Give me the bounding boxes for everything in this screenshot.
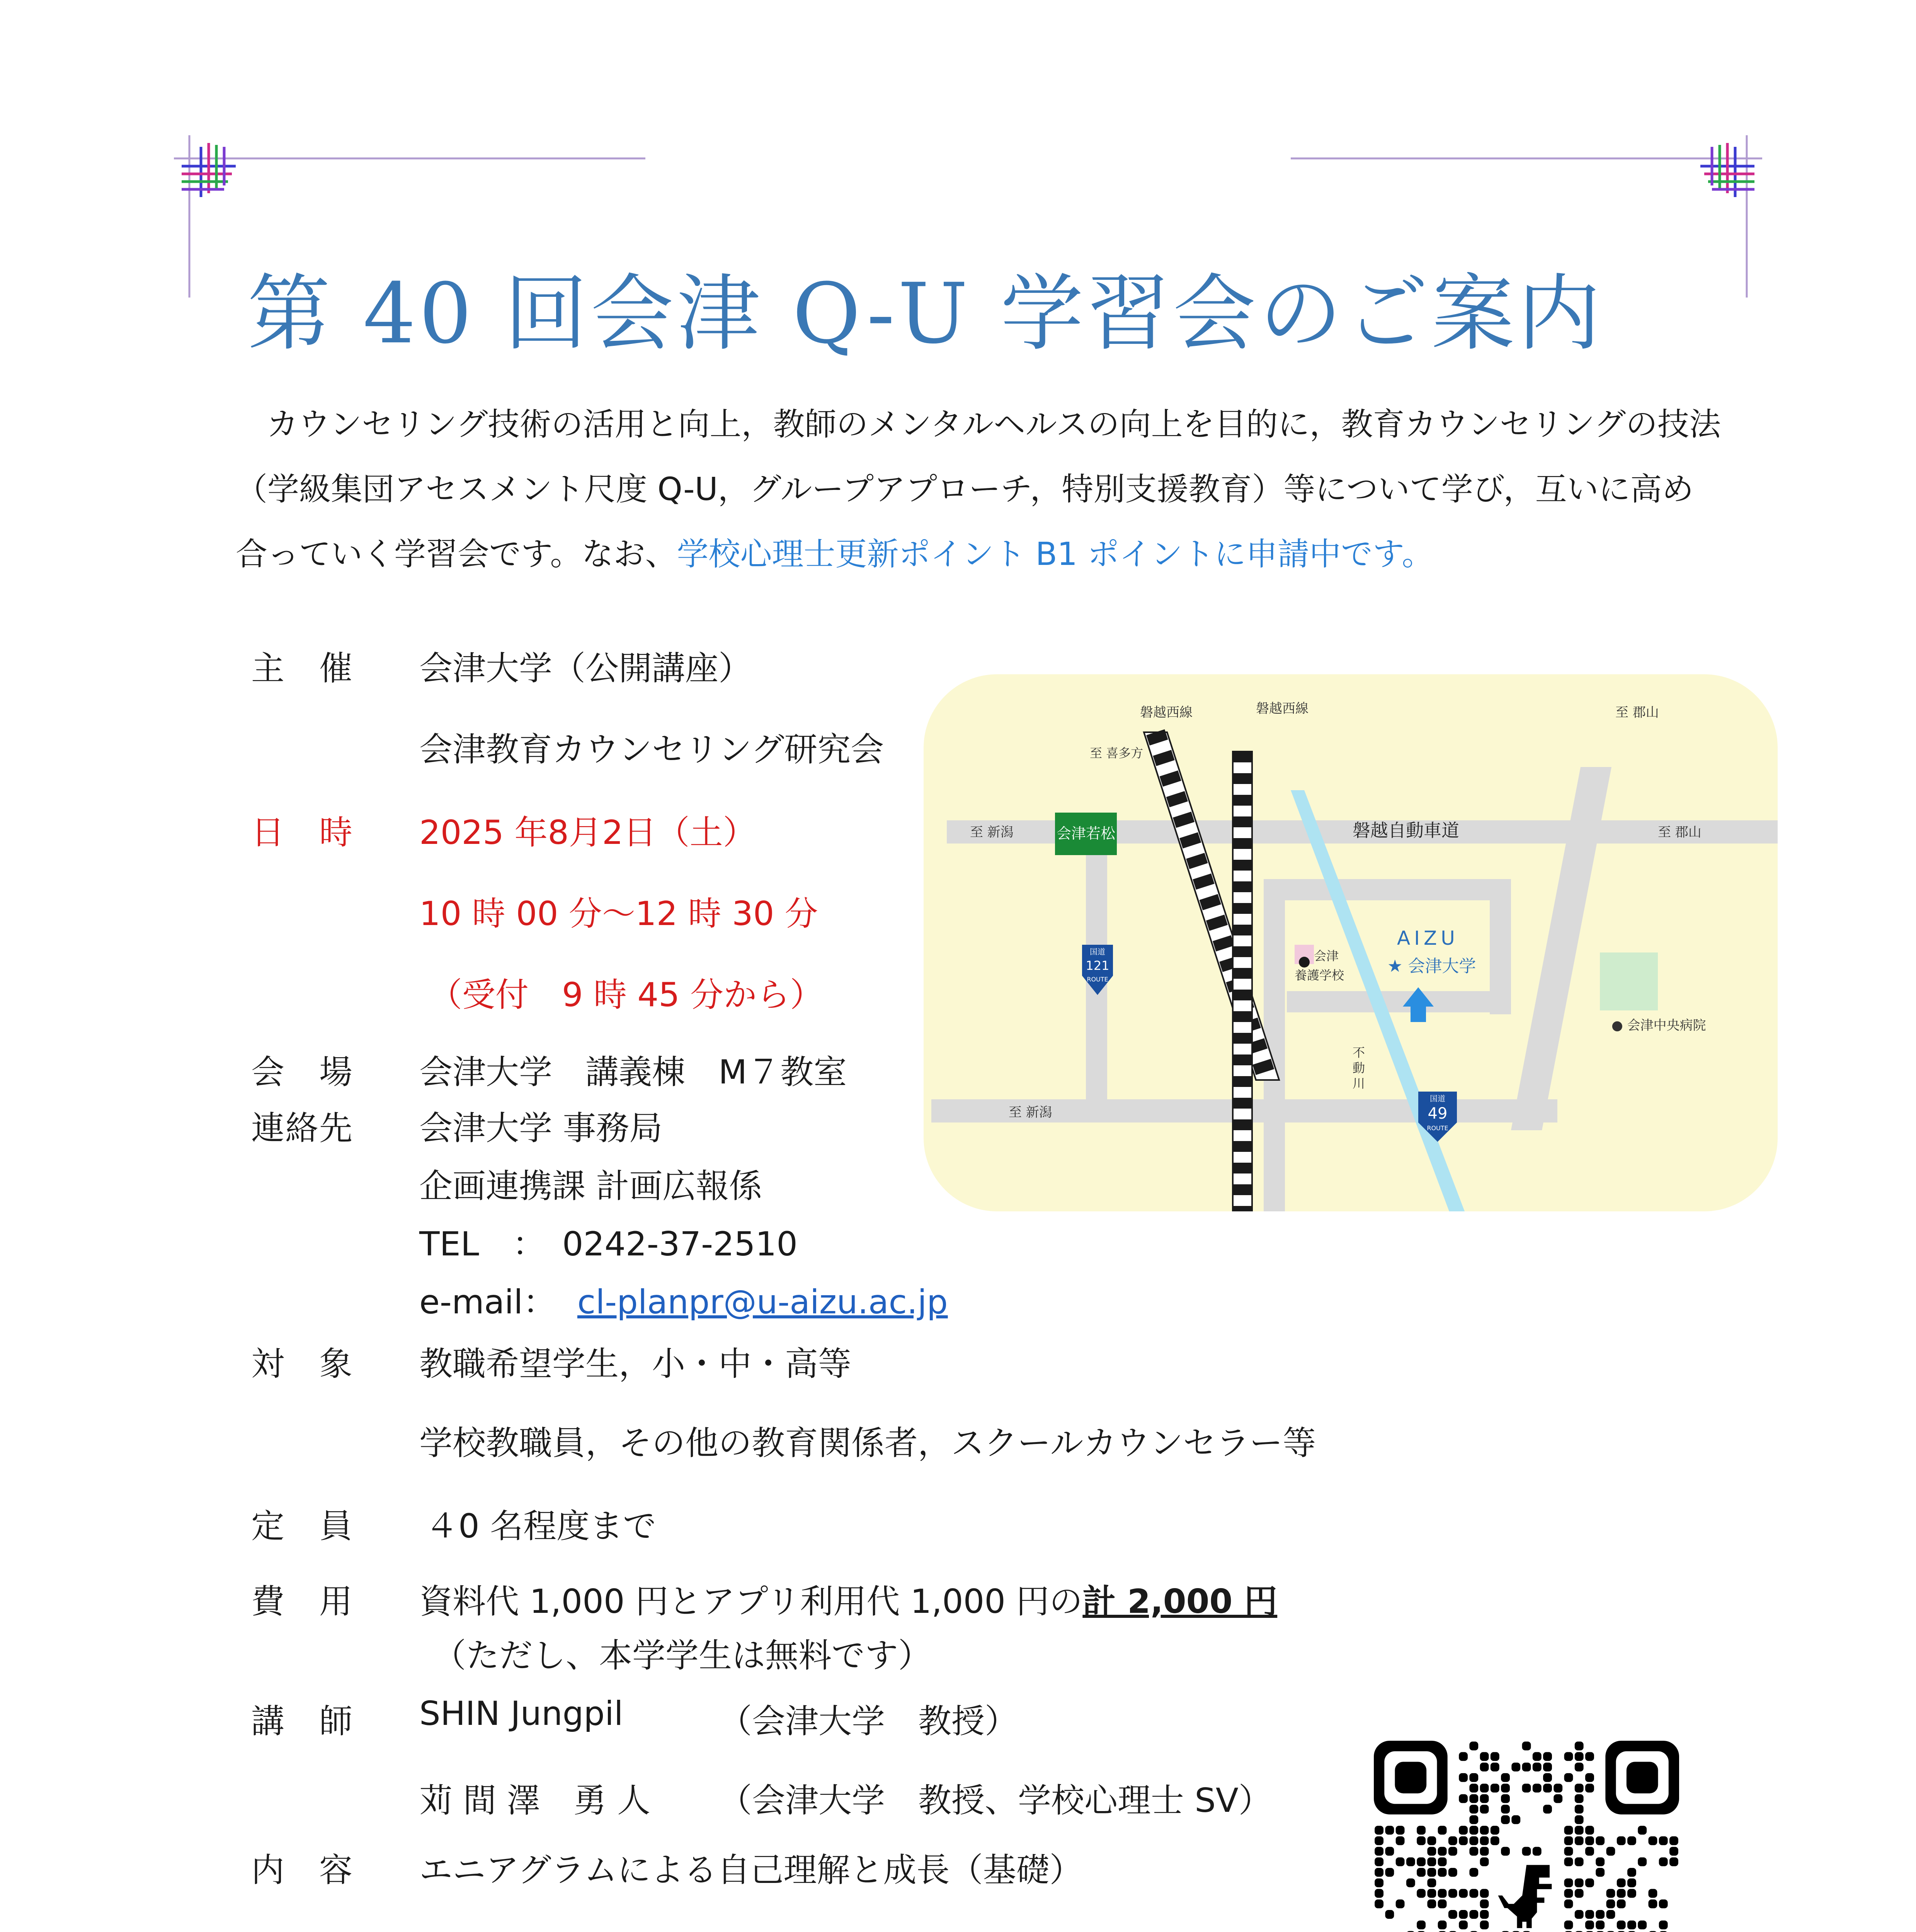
intro-line-2: （学級集団アセスメント尺度 Q-U，グループアプローチ，特別支援教育）等について学び，互いに高め [236,471,1694,508]
fee-value [419,1575,1277,1622]
road-campus-bottom [1287,991,1496,1012]
organizer-label: 主 催 [251,649,353,688]
map-railway-label-1: 磐越西線 [1140,705,1193,720]
access-map-graphic [924,674,1778,1211]
contact-section: 企画連携課 計画広報係 [419,1167,762,1206]
ic-label: 会津若松 [1056,825,1116,842]
map-school-2: 養護学校 [1295,968,1344,983]
route121-number: 121 [1086,958,1109,973]
map-river-1: 不 [1353,1045,1365,1060]
fee-breakdown: 資料代 1,000 円とアプリ利用代 1,000 円の [419,1582,1083,1621]
credit-point-note: 学校心理士更新ポイント B1 ポイントに申請中です。 [677,536,1434,573]
fee-total: 計 2,000 円 [1082,1582,1278,1621]
route49-bottom: ROUTE [1427,1124,1448,1132]
route121-top: 国道 [1090,947,1105,956]
target-line-1: 教職希望学生，小・中・高等 [419,1345,851,1383]
access-map [924,674,1778,1211]
email-label: e-mail： [419,1283,556,1321]
organizer-value-2: 会津教育カウンセリング研究会 [419,730,884,769]
hospital-area [1600,952,1658,1010]
reception-time: （受付 9 時 45 分から） [429,976,824,1014]
map-school-1: 会津 [1314,949,1339,963]
school-dot [1299,957,1310,968]
target-line-2: 学校教職員，その他の教育関係者，スクールカウンセラー等 [419,1424,1316,1463]
map-expressway-label: 磐越自動車道 [1353,820,1459,841]
map-to-kitakata: 至 喜多方 [1090,746,1143,760]
capacity-label: 定 員 [251,1507,353,1546]
intro-line-3-text: 合っていく学習会です。なお、 [236,536,677,573]
intro-line-1: カウンセリング技術の活用と向上，教師のメンタルヘルスの向上を目的に，教育カウンセリングの技法 [267,406,1721,443]
capacity-value: ４0 名程度まで [425,1507,657,1546]
map-to-koriyama-top: 至 郡山 [1615,705,1659,720]
map-hospital: ● 会津中央病院 [1611,1018,1706,1033]
fee-note: （ただし、本学学生は無料です） [433,1636,931,1675]
content-label: 内 容 [251,1851,353,1889]
map-to-niigata-top: 至 新潟 [970,825,1014,840]
campus-aizu-text: AIZU [1397,927,1459,949]
intro-paragraph [236,392,1743,587]
event-date: 2025 年8月2日（土） [419,813,756,852]
target-label: 対 象 [251,1345,353,1383]
qr-finder-top-right [1605,1741,1679,1815]
map-river-3: 川 [1353,1076,1365,1091]
email-link[interactable]: cl-planpr@u-aizu.ac.jp [577,1283,948,1321]
qr-code[interactable] [1374,1741,1679,1932]
intro-line-3 [236,522,1743,587]
lecturer-1-name: SHIN Jungpil [419,1694,623,1733]
contact-label: 連絡先 [251,1109,353,1148]
map-river-2: 動 [1353,1061,1365,1075]
event-time: 10 時 00 分～12 時 30 分 [419,895,818,933]
university-marker: ★ 会津大学 [1387,956,1476,976]
organizer-value-1: 会津大学（公開講座） [419,649,752,688]
lecturer-2-affiliation: （会津大学 教授、学校心理士 SV） [719,1781,1272,1820]
route49-number: 49 [1428,1105,1448,1122]
venue-label: 会 場 [251,1053,353,1092]
lecturer-label: 講 師 [251,1702,353,1741]
page-title: 第 40 回会津 Q-U 学習会のご案内 [247,265,1604,362]
map-to-koriyama-right: 至 郡山 [1658,825,1702,840]
content-value: エニアグラムによる自己理解と成長（基礎） [419,1851,1083,1889]
contact-email-row [419,1275,948,1323]
contact-office: 会津大学 事務局 [419,1109,663,1148]
qr-dinosaur-icon [1490,1857,1564,1930]
contact-tel: TEL ： 0242-37-2510 [419,1225,798,1264]
railway-line-vertical [1233,752,1252,1211]
map-railway-label-2: 磐越西線 [1256,701,1309,716]
venue-value: 会津大学 講義棟 M７教室 [419,1053,847,1092]
route49-top: 国道 [1430,1094,1445,1103]
road-campus-top [1264,879,1511,900]
railway-line-diagonal [1144,732,1279,1080]
lecturer-2-name: 苅 間 澤 勇 人 [419,1781,651,1820]
fee-label: 費 用 [251,1582,353,1621]
route121-bottom: ROUTE [1087,976,1108,983]
lecturer-1-affiliation: （会津大学 教授） [719,1702,1018,1741]
datetime-label: 日 時 [251,813,353,852]
qr-finder-top-left [1374,1741,1448,1815]
map-to-niigata-bottom: 至 新潟 [1009,1105,1052,1120]
